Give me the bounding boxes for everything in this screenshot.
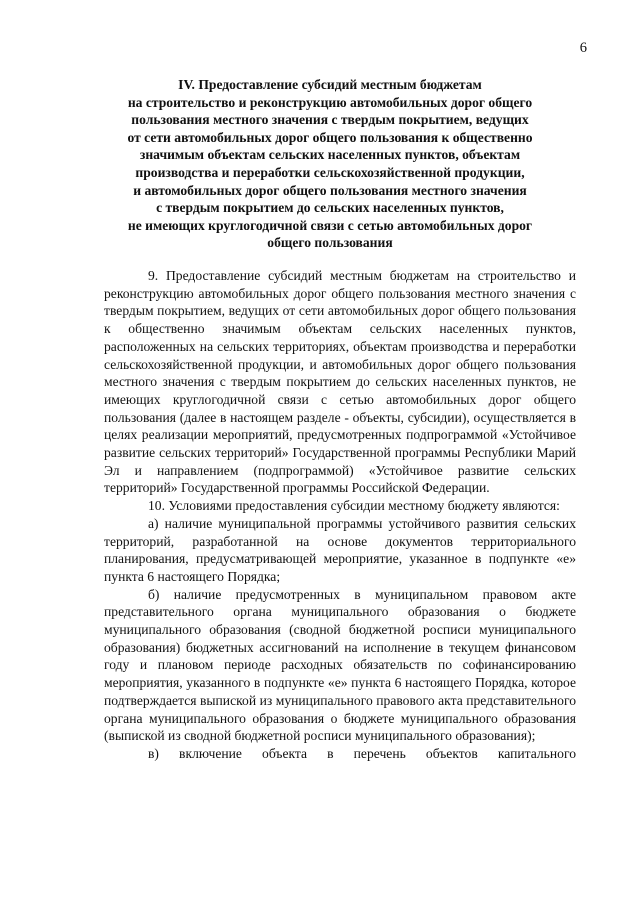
list-item-c: в) включение объекта в перечень объектов капитального [148,745,576,761]
paragraph-10: 10. Условиями предоставления субсидии местному бюджету являются: [148,498,560,514]
heading-line: не имеющих круглогодичной связи с сетью автомобильных дорог [127,217,533,233]
heading-line: от сети автомобильных дорог общего пользования к общественно [127,129,533,145]
heading-line: с твердым покрытием до сельских населенных пунктов, [156,200,504,216]
heading-line: и автомобильных дорог общего пользования местного значения [133,182,527,198]
paragraph-9: 9. Предоставление субсидий местным бюджетам на строительство и реконструкцию автомобильных дорог общего пользования местного значения с твердым покрытием, ведущих от сети автомобильных дорог общего пользования к общественно значимым объектам сельских населенных пунктов, расположенных на сельских территориях, объектам производства и переработки сельскохозяйственной продукции, и автомобильных дорог общего пользования местного значения с твердым покрытием до сельских населенных пунктов, не имеющих круглогодичной связи с сетью автомобильных дорог общего пользования (далее в настоящем разделе - объекты, субсидии), осуществляется в целях реализации мероприятий, предусмотренных подпрограммой «Устойчивое развитие сельских территорий» Государственной программы Республики Марий Эл и направлением (подпрограммой) «Устойчивое развитие сельских территорий» Государственной программы Российской Федерации. [104,268,576,496]
section-heading [100,76,560,252]
list-item-b: б) наличие предусмотренных в муниципальном правовом акте представительного органа муниципального образования о бюджете муниципального образования (сводной бюджетной росписи муниципального образования) бюджетных ассигнований на исполнение в текущем финансовом году и плановом периоде расходных обязательств по софинансированию мероприятия, указанного в подпункте «е» пункта 6 настоящего Порядка, которое подтверждается выпиской из муниципального правового акта представительного органа муниципального образования о бюджете муниципального образования (выпиской из сводной бюджетной росписи муниципального образования); [104,586,576,744]
heading-line: пользования местного значения с твердым покрытием, ведущих [131,112,529,128]
heading-line: на строительство и реконструкцию автомобильных дорог общего [127,94,533,110]
document-body [104,267,576,763]
list-item-a: а) наличие муниципальной программы устойчивого развития сельских территорий, разработанной на основе документов территориального планирования, предусматривающей мероприятие, указанное в подпункте «е» пункта 6 настоящего Порядка; [104,515,576,584]
heading-line: производства и переработки сельскохозяйственной продукции, [135,164,525,180]
page-number: 6 [579,40,587,56]
heading-line: значимым объектам сельских населенных пунктов, объектам [139,147,521,163]
heading-line: общего пользования [267,235,393,251]
heading-line: IV. Предоставление субсидий местным бюджетам [178,77,482,92]
